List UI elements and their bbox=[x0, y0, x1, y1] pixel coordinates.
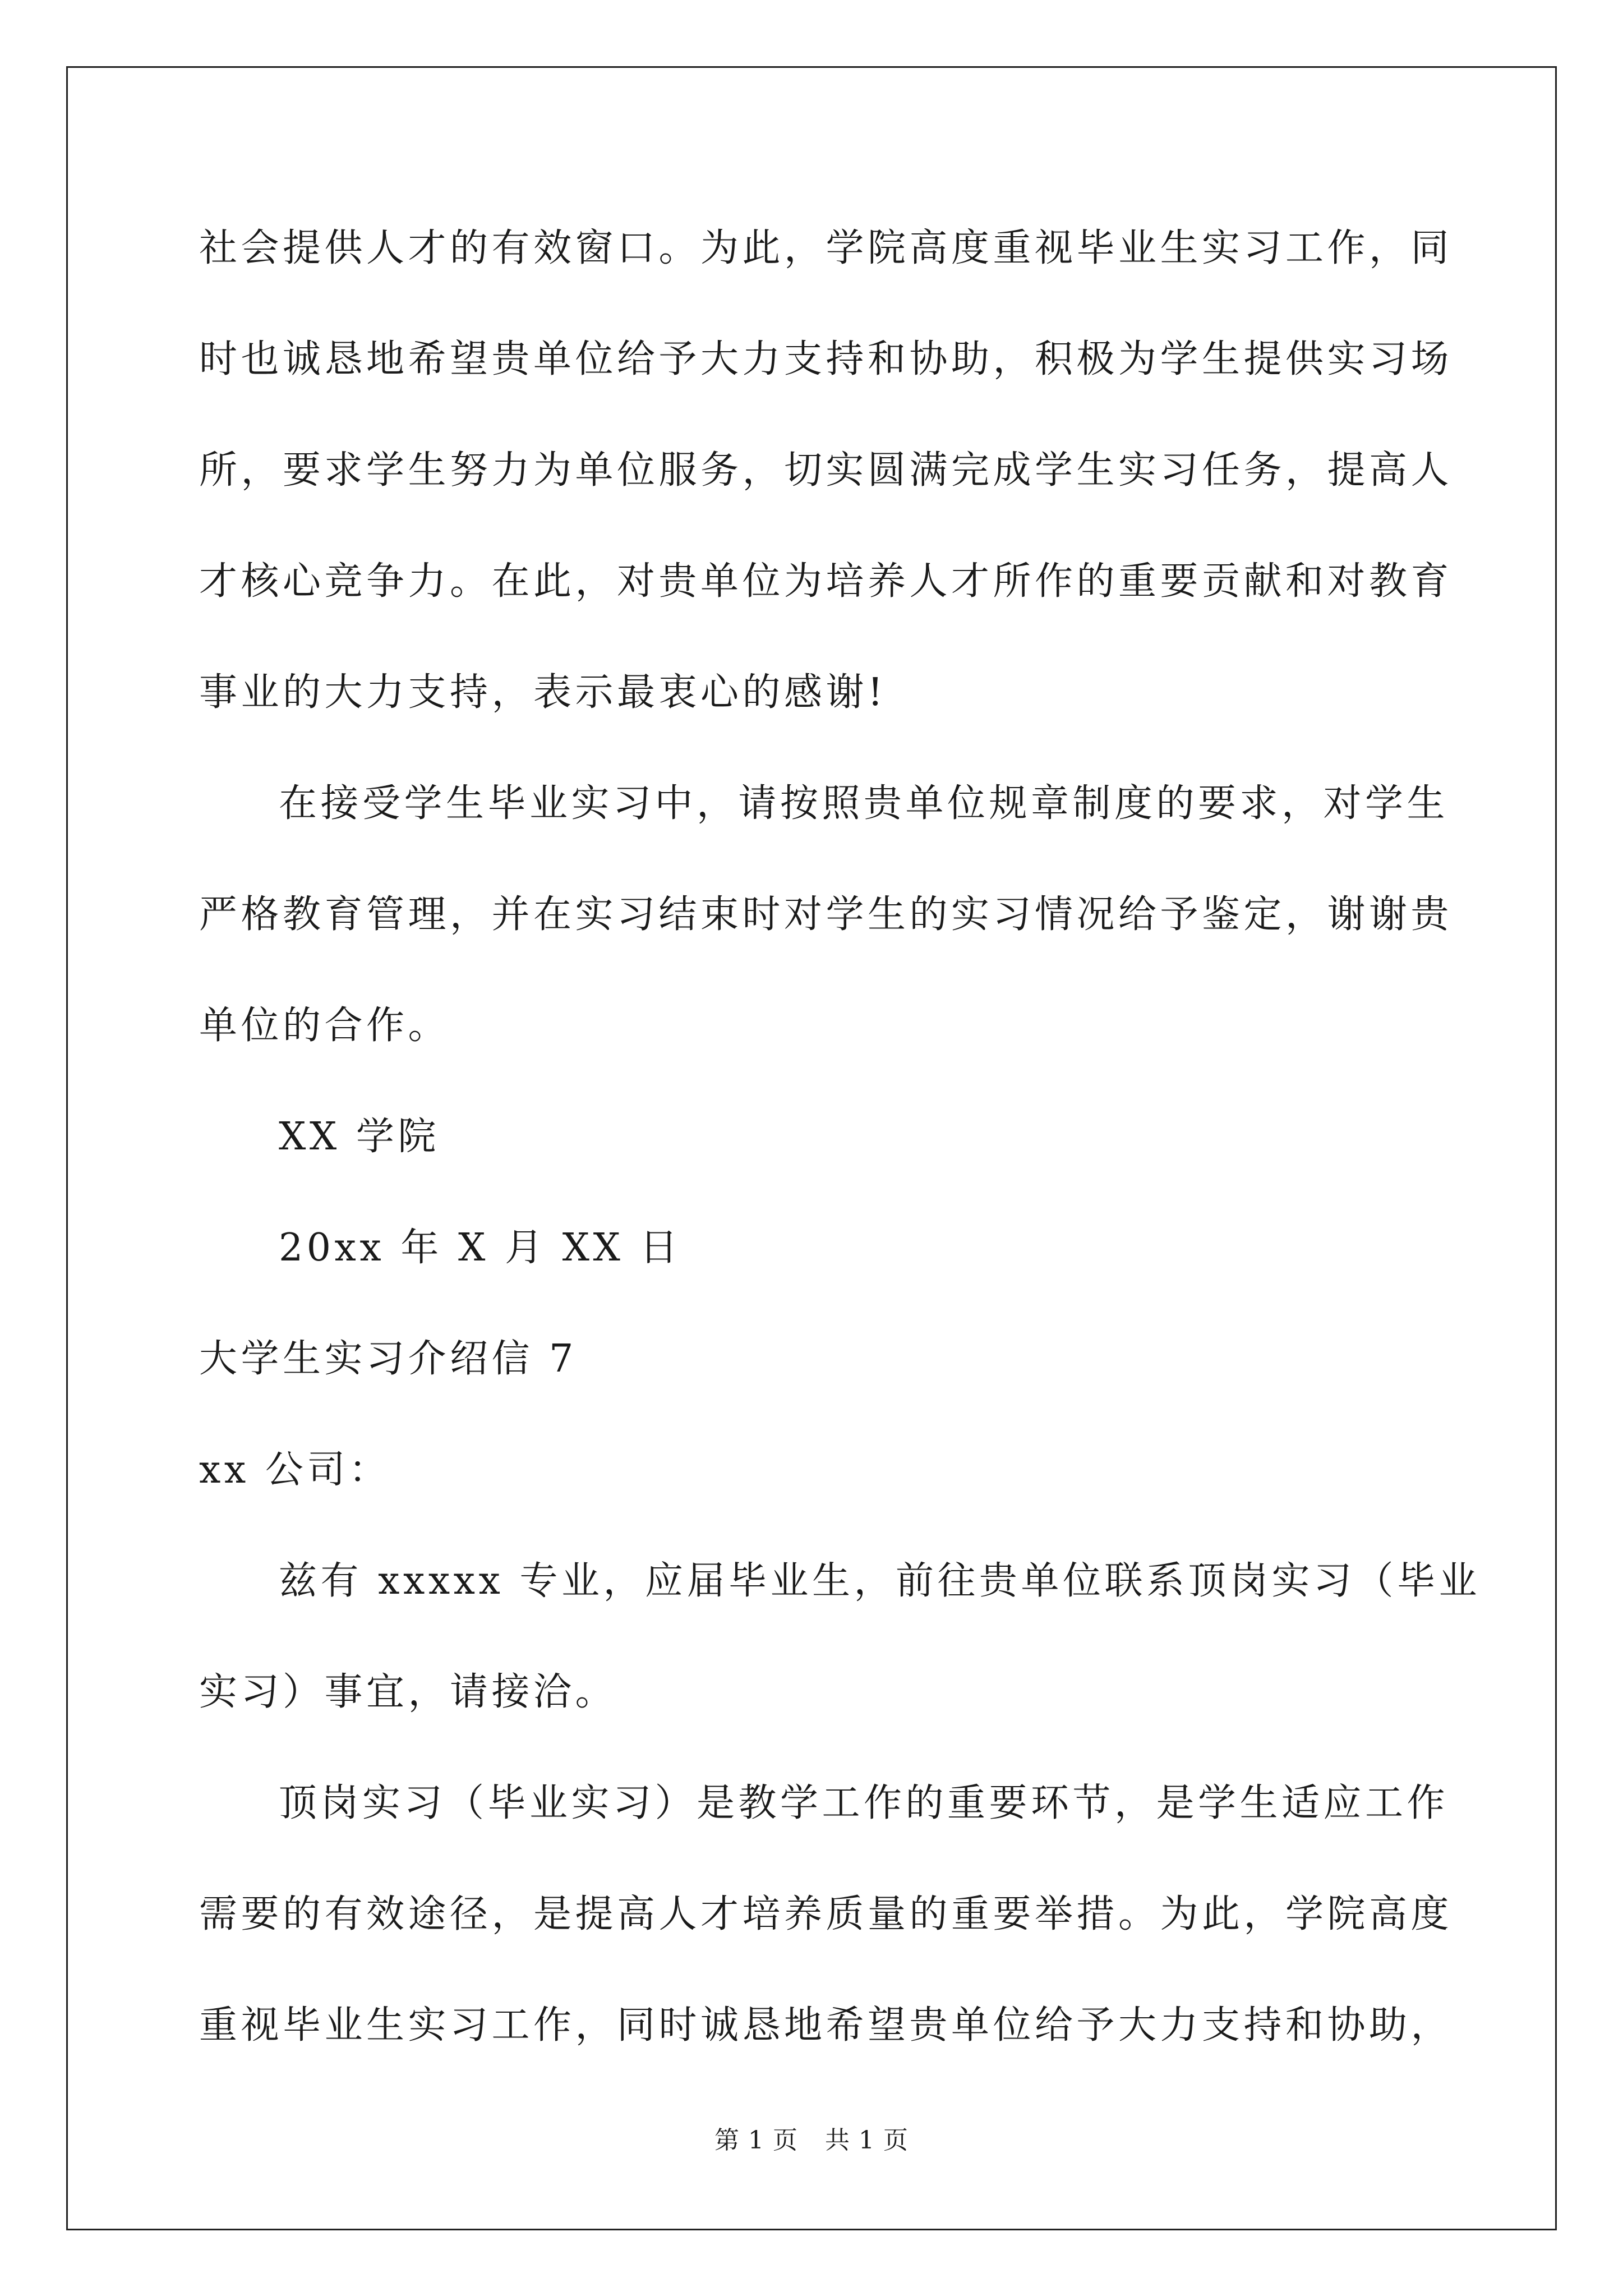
letter-title: 大学生实习介绍信 7 bbox=[199, 1337, 577, 1381]
paragraph-1-line-4: 才核心竞争力。在此，对贵单位为培养人才所作的重要贡献和对教育 bbox=[199, 559, 1453, 604]
salutation: xx 公司： bbox=[199, 1448, 391, 1492]
paragraph-4-line-3: 重视毕业生实习工作，同时诚恳地希望贵单位给予大力支持和协助， bbox=[199, 2003, 1453, 2047]
current-page-label: 第 1 页 bbox=[714, 2126, 798, 2155]
signature-institution: XX 学院 bbox=[279, 1115, 440, 1159]
paragraph-3-line-2: 实习）事宜，请接洽。 bbox=[199, 1670, 617, 1714]
paragraph-2-line-1: 在接受学生毕业实习中，请按照贵单位规章制度的要求，对学生 bbox=[279, 781, 1449, 826]
page-footer bbox=[0, 2125, 1623, 2156]
paragraph-4-line-1: 顶岗实习（毕业实习）是教学工作的重要环节，是学生适应工作 bbox=[279, 1781, 1449, 1825]
paragraph-1-line-3: 所，要求学生努力为单位服务，切实圆满完成学生实习任务，提高人 bbox=[199, 448, 1453, 493]
paragraph-1-line-5: 事业的大力支持，表示最衷心的感谢! bbox=[199, 670, 887, 715]
paragraph-2-line-3: 单位的合作。 bbox=[199, 1004, 450, 1048]
paragraph-1-line-2: 时也诚恳地希望贵单位给予大力支持和协助，积极为学生提供实习场 bbox=[199, 337, 1453, 381]
paragraph-2-line-2: 严格教育管理，并在实习结束时对学生的实习情况给予鉴定，谢谢贵 bbox=[199, 892, 1453, 937]
paragraph-3-line-1: 兹有 xxxxx 专业，应届毕业生，前往贵单位联系顶岗实习（毕业 bbox=[279, 1559, 1481, 1603]
total-pages-label: 共 1 页 bbox=[825, 2126, 909, 2155]
signature-date: 20xx 年 X 月 XX 日 bbox=[279, 1226, 682, 1270]
paragraph-4-line-2: 需要的有效途径，是提高人才培养质量的重要举措。为此，学院高度 bbox=[199, 1892, 1453, 1936]
paragraph-1-line-1: 社会提供人才的有效窗口。为此，学院高度重视毕业生实习工作，同 bbox=[199, 226, 1453, 270]
